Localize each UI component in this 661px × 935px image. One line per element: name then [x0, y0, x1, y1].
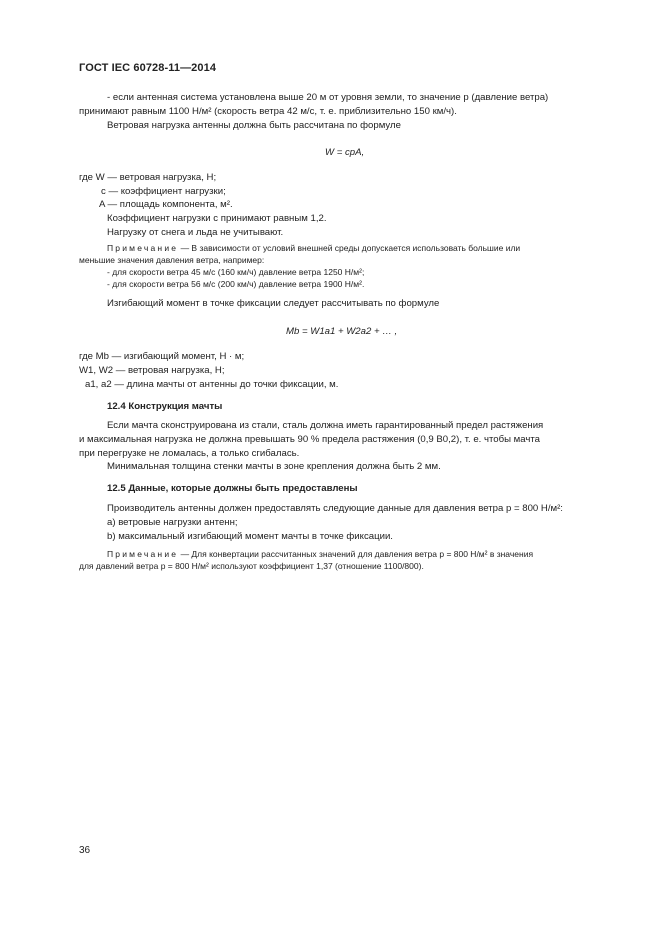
- definition-line: A — площадь компонента, м².: [99, 199, 233, 210]
- formula-bending-moment: Mb = W1a1 + W2a2 + … ,: [286, 326, 398, 337]
- paragraph-line: Минимальная толщина стенки мачты в зоне крепления должна быть 2 мм.: [107, 461, 441, 472]
- paragraph-line: Если мачта сконструирована из стали, сталь должна иметь гарантированный предел растяжения: [107, 420, 544, 431]
- note-line: - для скорости ветра 45 м/с (160 км/ч) давление ветра 1250 Н/м²;: [107, 267, 365, 277]
- definition-line: W1, W2 — ветровая нагрузка, Н;: [79, 365, 225, 376]
- note-line: - для скорости ветра 56 м/с (200 км/ч) давление ветра 1900 Н/м².: [107, 279, 365, 289]
- note-line: [107, 548, 533, 560]
- note-text: — В зависимости от условий внешней среды допускается использовать большие или: [178, 243, 521, 253]
- formula-wind-load: W = cpA,: [325, 147, 365, 158]
- definition-line: a1, a2 — длина мачты от антенны до точки фиксации, м.: [85, 379, 339, 390]
- paragraph-line: принимают равным 1100 Н/м² (скорость ветра 42 м/с, т. е. приблизительно 150 км/ч).: [79, 106, 457, 117]
- definition-line: где W — ветровая нагрузка, Н;: [79, 172, 217, 183]
- section-heading: 12.4 Конструкция мачты: [107, 401, 223, 412]
- paragraph-line: Производитель антенны должен предоставлять следующие данные для давления ветра p = 800 Н/м²:: [107, 503, 563, 514]
- note-line: [107, 242, 520, 254]
- paragraph-line: - если антенная система установлена выше 20 м от уровня земли, то значение p (давление ветра): [107, 92, 549, 103]
- paragraph-line: Ветровая нагрузка антенны должна быть рассчитана по формуле: [107, 120, 401, 131]
- definition-line: где Mb — изгибающий момент, Н · м;: [79, 351, 245, 362]
- section-heading: 12.5 Данные, которые должны быть предоставлены: [107, 483, 358, 494]
- note-label: Примечание: [107, 243, 179, 253]
- paragraph-line: Изгибающий момент в точке фиксации следует рассчитывать по формуле: [107, 298, 440, 309]
- note-line: для давлений ветра p = 800 Н/м² используют коэффициент 1,37 (отношение 1100/800).: [79, 561, 424, 571]
- note-text: — Для конвертации рассчитанных значений для давления ветра p = 800 Н/м² в значения: [178, 549, 534, 559]
- list-item: b) максимальный изгибающий момент мачты в точке фиксации.: [107, 531, 393, 542]
- document-header: ГОСТ IEC 60728-11—2014: [79, 62, 217, 74]
- page-number: 36: [79, 845, 91, 856]
- note-line: меньшие значения давления ветра, например:: [79, 255, 265, 265]
- definition-line: c — коэффициент нагрузки;: [101, 186, 226, 197]
- definition-line: Нагрузку от снега и льда не учитывают.: [107, 227, 284, 238]
- definition-line: Коэффициент нагрузки c принимают равным 1,2.: [107, 213, 327, 224]
- paragraph-line: при перегрузке не ломалась, а только сгибалась.: [79, 448, 300, 459]
- paragraph-line: и максимальная нагрузка не должна превышать 90 % предела растяжения (0,9 B0,2), т. е. чтобы мачта: [79, 434, 541, 445]
- list-item: a) ветровые нагрузки антенн;: [107, 517, 238, 528]
- note-label: Примечание: [107, 549, 179, 559]
